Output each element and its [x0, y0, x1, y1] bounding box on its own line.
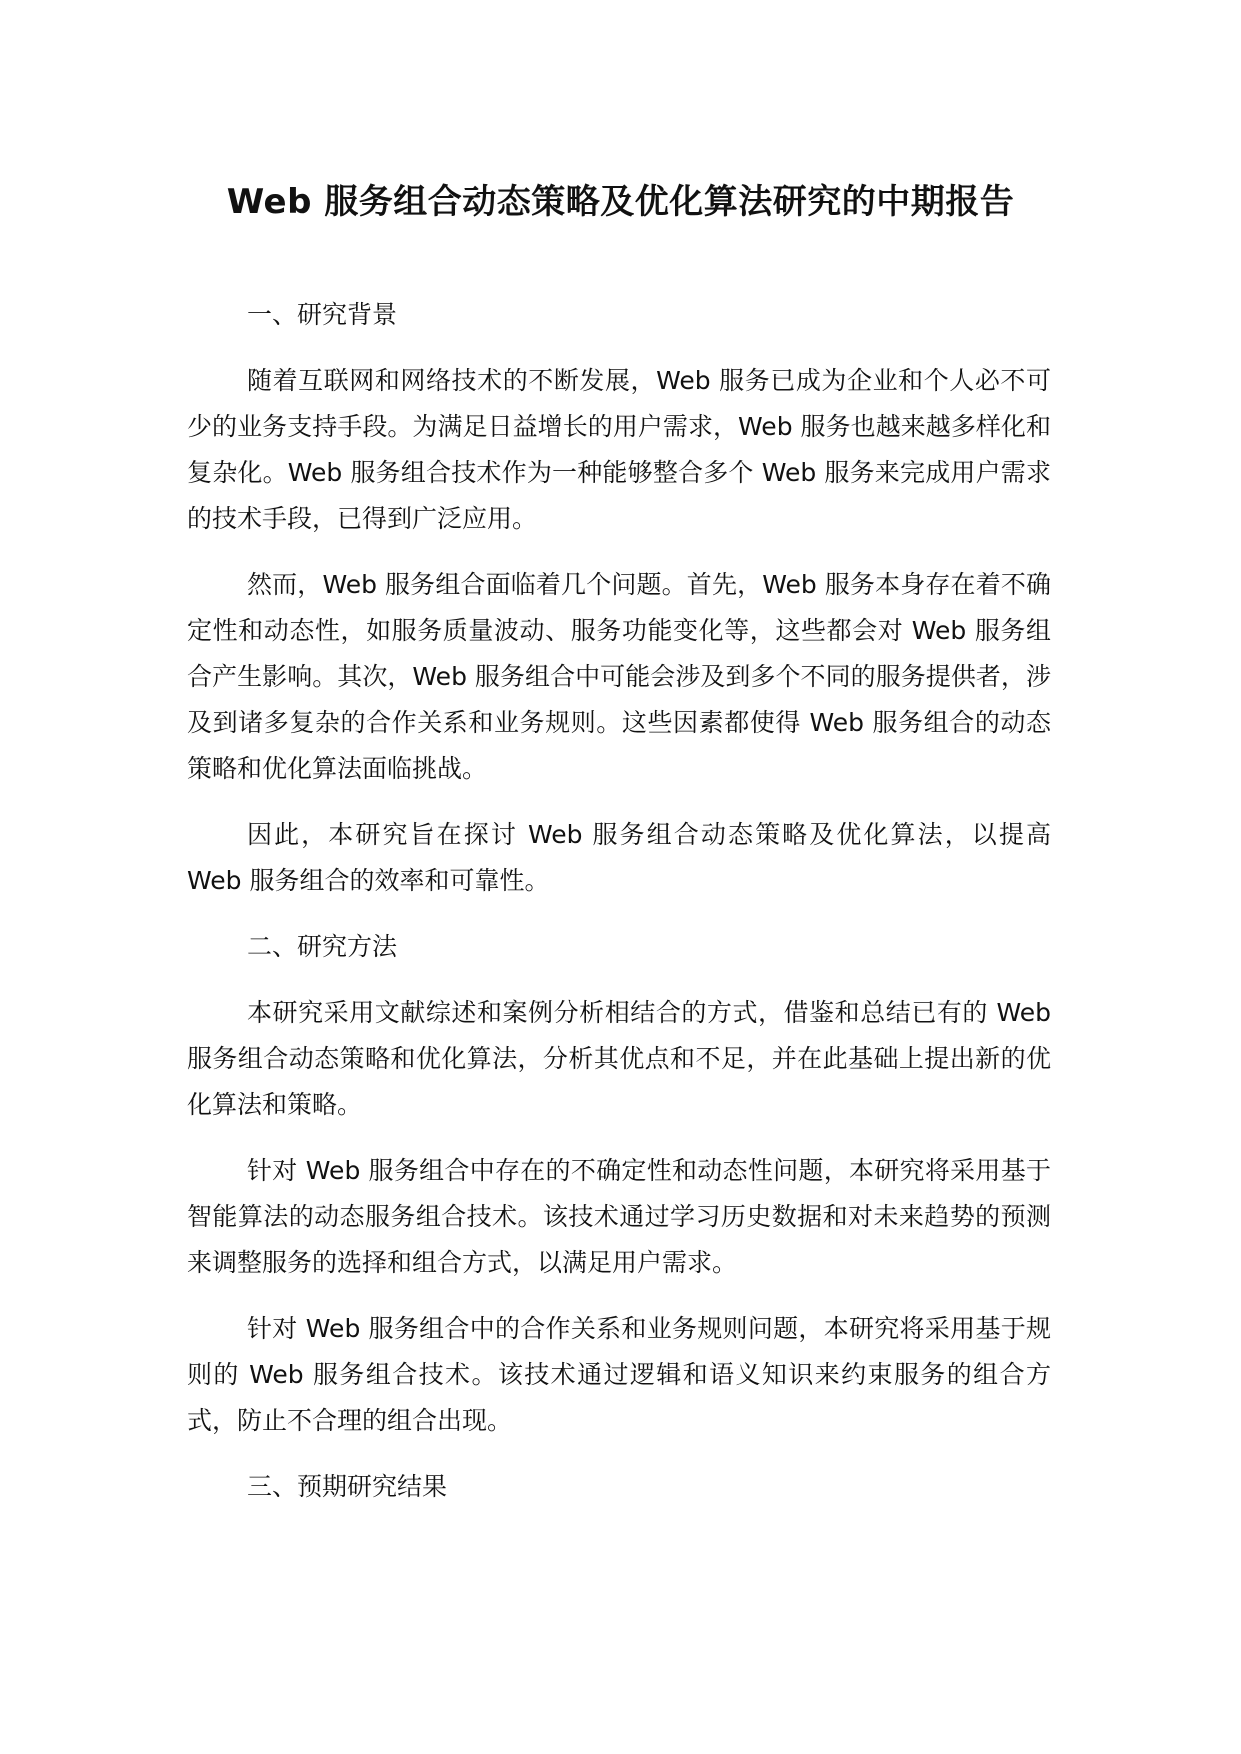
section-heading: 一、研究背景	[247, 300, 398, 329]
document-title: Web 服务组合动态策略及优化算法研究的中期报告	[226, 182, 1015, 222]
paragraph: 因此，本研究旨在探讨 Web 服务组合动态策略及优化算法，以提高 Web 服务组合的效率和可靠性。	[187, 820, 1051, 895]
paragraph: 随着互联网和网络技术的不断发展，Web 服务已成为企业和个人必不可少的业务支持手段。为满足日益增长的用户需求，Web 服务也越来越多样化和复杂化。Web 服务组合技术作为一种能够整合多个 Web 服务来完成用户需求的技术手段，已得到广泛应用。	[187, 366, 1051, 533]
section-research-background	[187, 292, 1051, 904]
paragraph: 针对 Web 服务组合中的合作关系和业务规则问题，本研究将采用基于规则的 Web 服务组合技术。该技术通过逻辑和语义知识来约束服务的组合方式，防止不合理的组合出现。	[187, 1314, 1051, 1435]
section-heading: 二、研究方法	[247, 932, 398, 961]
section-research-methods	[187, 924, 1051, 1444]
document-body	[187, 292, 1051, 1530]
paragraph: 然而，Web 服务组合面临着几个问题。首先，Web 服务本身存在着不确定性和动态性，如服务质量波动、服务功能变化等，这些都会对 Web 服务组合产生影响。其次，Web 服务组合中可能会涉及到多个不同的服务提供者，涉及到诸多复杂的合作关系和业务规则。这些因素都使得 Web 服务组合的动态策略和优化算法面临挑战。	[187, 570, 1051, 783]
paragraph: 本研究采用文献综述和案例分析相结合的方式，借鉴和总结已有的 Web 服务组合动态策略和优化算法，分析其优点和不足，并在此基础上提出新的优化算法和策略。	[187, 998, 1051, 1119]
section-heading: 三、预期研究结果	[247, 1472, 448, 1501]
paragraph: 针对 Web 服务组合中存在的不确定性和动态性问题，本研究将采用基于智能算法的动态服务组合技术。该技术通过学习历史数据和对未来趋势的预测来调整服务的选择和组合方式，以满足用户需求。	[187, 1156, 1051, 1277]
section-expected-results	[187, 1464, 1051, 1510]
